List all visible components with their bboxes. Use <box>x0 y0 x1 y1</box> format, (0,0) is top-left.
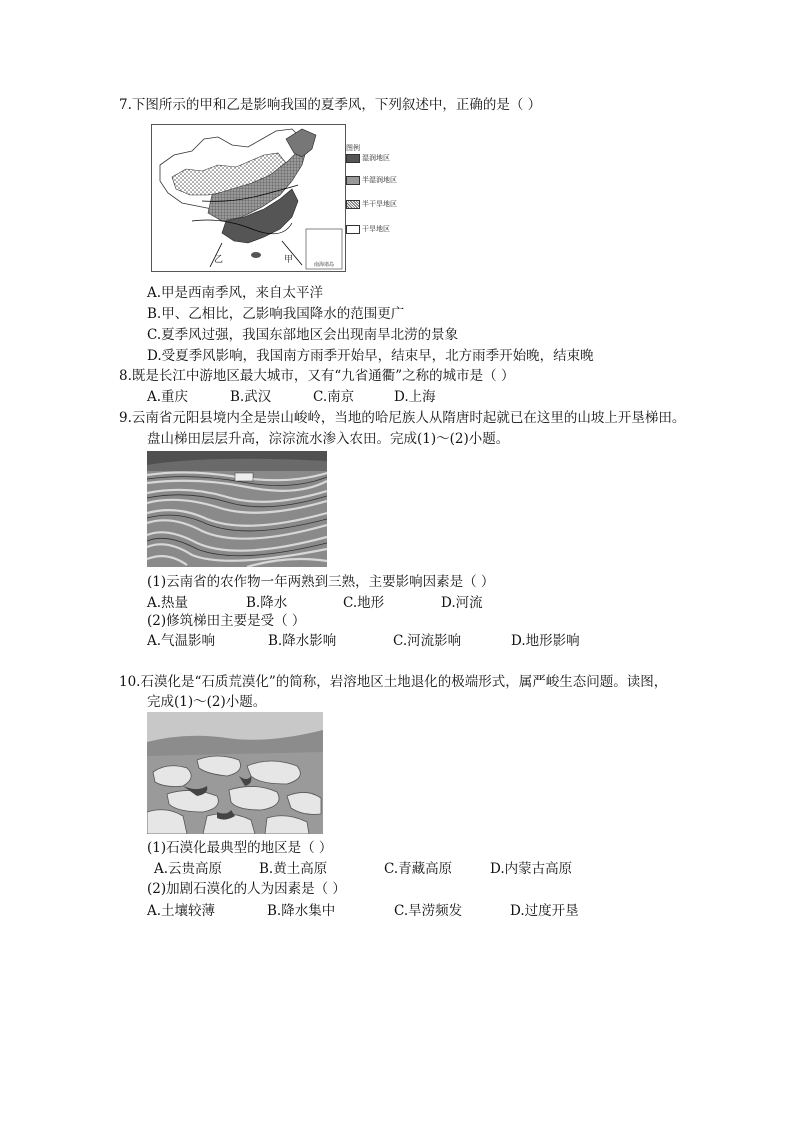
terrace-photo-svg <box>147 451 327 567</box>
legend-humid: 湿润地区 <box>362 154 390 162</box>
q10-sub1-option-c: C.青藏高原 <box>384 861 453 877</box>
hainan-island <box>251 252 261 258</box>
rocky-photo-svg <box>147 712 323 834</box>
q9-sub1-option-c: C.地形 <box>343 595 385 611</box>
q10-sub2-option-b: B.降水集中 <box>267 903 336 919</box>
q9-stem-line1: 9.云南省元阳县境内全是崇山峻岭，当地的哈尼族人从隋唐时起就已在这里的山坡上开垦梯田。 <box>119 410 686 426</box>
q9-sub1: (1)云南省的农作物一年两熟到三熟，主要影响因素是（ ） <box>147 574 495 590</box>
q7-option-d: D.受夏季风影响，我国南方雨季开始早，结束早，北方雨季开始晚，结束晚 <box>147 348 594 364</box>
legend-swatch-semi-humid <box>346 176 360 185</box>
q9-sub2-option-c: C.河流影响 <box>393 633 462 649</box>
q9-sub1-option-b: B.降水 <box>246 595 288 611</box>
q9-stem-line2: 盘山梯田层层升高，淙淙流水渗入农田。完成(1)～(2)小题。 <box>147 431 510 447</box>
q10-sub1: (1)石漠化最典型的地区是（ ） <box>147 840 333 856</box>
q9-sub2-option-b: B.降水影响 <box>268 633 337 649</box>
label-jia: 甲 <box>284 255 294 265</box>
q8-option-c: C.南京 <box>313 389 355 405</box>
q7-stem: 7.下图所示的甲和乙是影响我国的夏季风，下列叙述中，正确的是（ ） <box>119 97 542 113</box>
q10-sub1-option-d: D.内蒙古高原 <box>490 861 573 877</box>
q10-sub1-option-a: A.云贵高原 <box>154 861 223 877</box>
map-legend <box>346 124 426 244</box>
china-climate-map <box>151 124 346 272</box>
q8-stem: 8.既是长江中游地区最大城市，又有“九省通衢”之称的城市是（ ） <box>119 368 515 384</box>
q7-option-a: A.甲是西南季风，来自太平洋 <box>147 285 324 301</box>
q9-sub1-option-a: A.热量 <box>147 595 189 611</box>
q10-sub2-option-d: D.过度开垦 <box>510 903 579 919</box>
q10-sub2-option-c: C.旱涝频发 <box>394 903 463 919</box>
q10-sub2-option-a: A.土壤较薄 <box>147 903 216 919</box>
q7-option-b: B.甲、乙相比，乙影响我国降水的范围更广 <box>147 306 405 322</box>
rocky-desertification-photo <box>147 712 323 834</box>
inset-label: 南海诸岛 <box>314 262 335 268</box>
legend-semi-arid: 半干旱地区 <box>362 200 397 208</box>
q7-option-c: C.夏季风过强，我国东部地区会出现南旱北涝的景象 <box>147 327 459 343</box>
q8-option-b: B.武汉 <box>230 389 272 405</box>
legend-title: 图例 <box>346 144 360 152</box>
q10-sub1-option-b: B.黄土高原 <box>259 861 328 877</box>
terrace-photo <box>147 451 327 567</box>
legend-swatch-humid <box>346 154 360 163</box>
q8-option-a: A.重庆 <box>147 389 189 405</box>
q10-stem-line2: 完成(1)～(2)小题。 <box>147 694 267 710</box>
label-yi: 乙 <box>214 255 224 265</box>
q9-sub2: (2)修筑梯田主要是受（ ） <box>147 613 306 629</box>
q10-stem-line1: 10.石漠化是“石质荒漠化”的简称，岩溶地区土地退化的极端形式，属严峻生态问题。读图， <box>119 674 668 690</box>
q8-option-d: D.上海 <box>394 389 436 405</box>
china-map-svg <box>152 125 345 271</box>
legend-arid: 干旱地区 <box>362 225 390 233</box>
q9-sub1-option-d: D.河流 <box>441 595 483 611</box>
q9-sub2-option-a: A.气温影响 <box>147 633 216 649</box>
legend-semi-humid: 半湿润地区 <box>362 176 397 184</box>
legend-swatch-semi-arid <box>346 200 360 209</box>
legend-swatch-arid <box>346 225 360 234</box>
q10-sub2: (2)加剧石漠化的人为因素是（ ） <box>147 881 346 897</box>
q9-sub2-option-d: D.地形影响 <box>511 633 580 649</box>
